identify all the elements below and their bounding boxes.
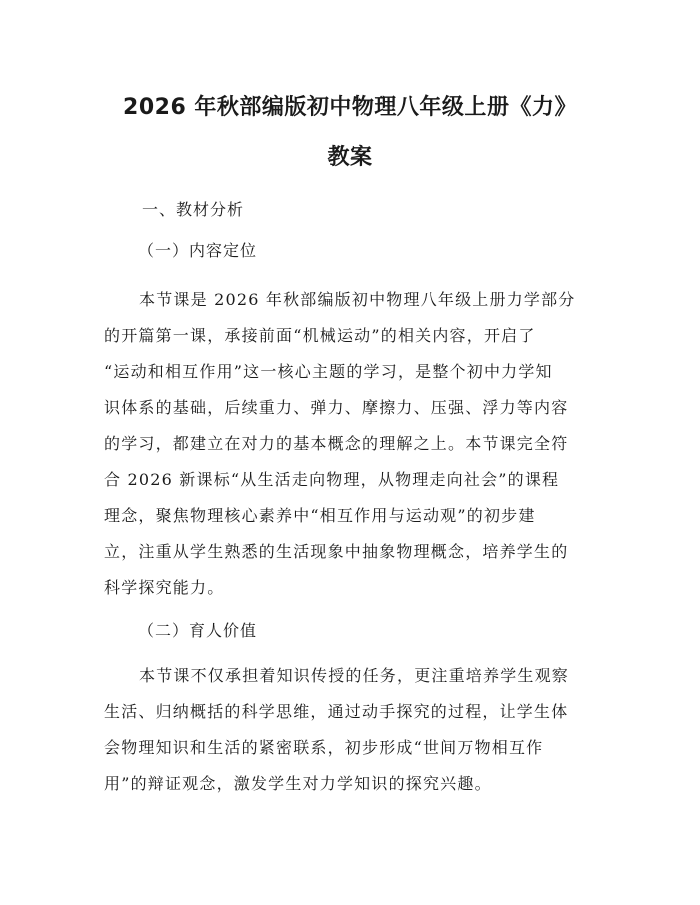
paragraph-line: “运动和相互作用”这一核心主题的学习，是整个初中力学知 [104, 362, 553, 381]
paragraph-line: 本节课不仅承担着知识传授的任务，更注重培养学生观察 [139, 666, 570, 685]
document-title-line-2: 教案 [327, 145, 373, 170]
paragraph-educational-value [104, 658, 604, 802]
paragraph-line: 生活、归纳概括的科学思维，通过动手探究的过程，让学生体 [104, 702, 569, 721]
paragraph-line: 用”的辩证观念，激发学生对力学知识的探究兴趣。 [104, 774, 492, 793]
paragraph-content-positioning [104, 282, 604, 606]
paragraph-line: 立，注重从学生熟悉的生活现象中抽象物理概念，培养学生的 [104, 542, 569, 561]
paragraph-line: 识体系的基础，后续重力、弹力、摩擦力、压强、浮力等内容 [104, 398, 569, 417]
paragraph-line: 会物理知识和生活的紧密联系，初步形成“世间万物相互作 [104, 738, 544, 757]
subsection-heading-educational-value: （二）育人价值 [138, 621, 258, 640]
section-heading-teaching-material-analysis: 一、教材分析 [142, 200, 245, 219]
paragraph-line: 科学探究能力。 [104, 578, 225, 597]
paragraph-line: 理念，聚焦物理核心素养中“相互作用与运动观”的初步建 [104, 506, 536, 525]
subsection-heading-content-positioning: （一）内容定位 [138, 241, 258, 260]
paragraph-line: 的开篇第一课，承接前面“机械运动”的相关内容，开启了 [104, 326, 536, 345]
paragraph-line: 的学习，都建立在对力的基本概念的理解之上。本节课完全符 [104, 434, 569, 453]
paragraph-line: 合 2026 新课标“从生活走向物理，从物理走向社会”的课程 [104, 470, 560, 489]
document-title-line-1: 2026 年秋部编版初中物理八年级上册《力》 [123, 95, 577, 120]
paragraph-line: 本节课是 2026 年秋部编版初中物理八年级上册力学部分 [139, 290, 576, 309]
